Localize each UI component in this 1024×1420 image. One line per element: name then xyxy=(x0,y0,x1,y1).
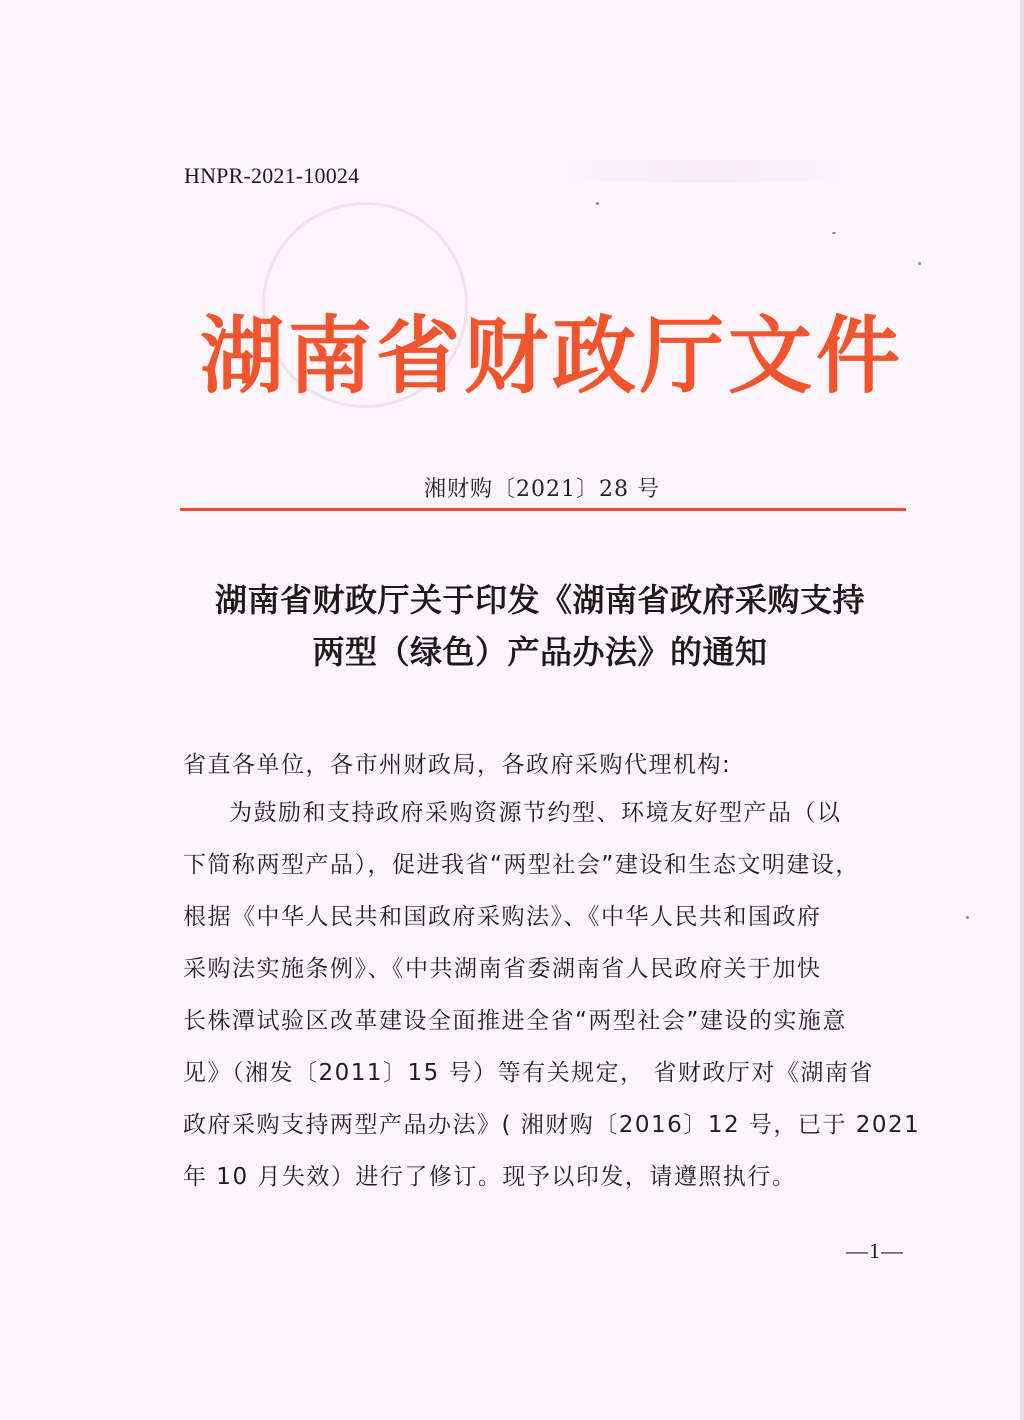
body-line: 政府采购支持两型产品办法》( 湘财购〔2016〕12 号，已于 2021 xyxy=(183,1112,921,1138)
body-line: 见》（湘发〔2011〕15 号）等有关规定， 省财政厅对《湖南省 xyxy=(183,1060,874,1086)
scan-speck xyxy=(832,232,836,234)
red-header-title: 湖南省财政厅文件 xyxy=(200,306,905,405)
notice-title-line-1: 湖南省财政厅关于印发《湖南省政府采购支持 xyxy=(214,581,865,619)
red-divider-line xyxy=(180,508,906,511)
scan-speck xyxy=(966,916,969,919)
addressee-line: 省直各单位，各市州财政局，各政府采购代理机构: xyxy=(183,752,732,778)
document-code: HNPR-2021-10024 xyxy=(184,163,360,188)
body-line: 为鼓励和支持政府采购资源节约型、环境友好型产品（以 xyxy=(229,800,842,826)
body-line: 采购法实施条例》、《中共湖南省委湖南省人民政府关于加快 xyxy=(183,956,822,982)
scan-speck xyxy=(918,262,921,265)
document-number: 湘财购〔2021〕28 号 xyxy=(424,477,660,502)
notice-title-line-2: 两型（绿色）产品办法》的通知 xyxy=(312,633,768,671)
notice-title xyxy=(160,574,920,678)
scan-speck xyxy=(596,202,599,205)
body-line: 根据《中华人民共和国政府采购法》、《中华人民共和国政府 xyxy=(183,904,822,930)
bleed-through-text xyxy=(560,160,850,182)
body-line: 年 10 月失效）进行了修订。现予以印发，请遵照执行。 xyxy=(183,1164,797,1190)
page-edge-shadow xyxy=(1020,0,1024,1420)
body-line: 下简称两型产品），促进我省“两型社会”建设和生态文明建设， xyxy=(183,852,860,878)
body-line: 长株潭试验区改革建设全面推进全省“两型社会”建设的实施意 xyxy=(183,1008,847,1034)
page-number: —1— xyxy=(846,1238,904,1263)
body-paragraph xyxy=(183,798,921,1214)
